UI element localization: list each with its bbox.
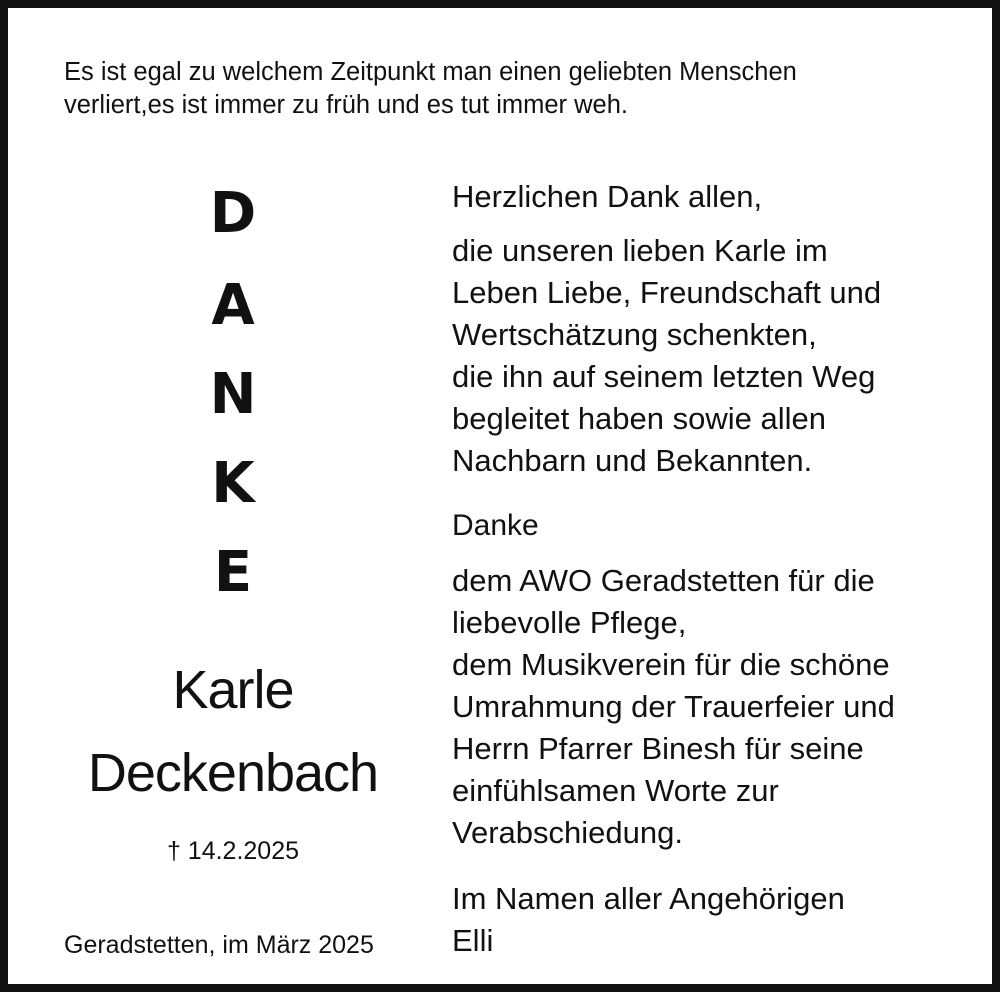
- thanks-intro-line: die unseren lieben Karle im: [452, 233, 828, 268]
- thanks-specific-heading: [452, 505, 972, 547]
- thanks-intro-heading: [452, 176, 972, 218]
- deceased-first-name: Karle: [172, 660, 294, 720]
- death-date: † 14.2.2025: [166, 837, 300, 865]
- thanks-intro-line: Wertschätzung schenkten,: [452, 317, 817, 352]
- motto-quote: [64, 56, 944, 122]
- danke-letter-n: N: [209, 362, 257, 427]
- thanks-specific-line: dem Musikverein für die schöne: [452, 647, 890, 682]
- thanks-specific-text: [452, 560, 972, 854]
- thanks-intro-line: die ihn auf seinem letzten Weg: [452, 359, 876, 394]
- signature-block: [452, 878, 972, 962]
- signature-line-name: Elli: [452, 923, 494, 958]
- thanks-intro-line: Nachbarn und Bekannten.: [452, 443, 813, 478]
- thanks-specific-line: Verabschiedung.: [452, 815, 683, 850]
- thanks-specific-line: liebevolle Pflege,: [452, 605, 687, 640]
- danke-letter-d: D: [209, 181, 257, 246]
- danke-letter-k: K: [211, 451, 255, 516]
- place-and-date: Geradstetten, im März 2025: [64, 931, 374, 959]
- thanks-specific-line: dem AWO Geradstetten für die: [452, 563, 875, 598]
- thanks-specific-line: Herrn Pfarrer Binesh für seine: [452, 731, 864, 766]
- thanks-specific-line: einfühlsamen Worte zur: [452, 773, 779, 808]
- signature-line-family: Im Namen aller Angehörigen: [452, 881, 845, 916]
- danke-letter-e: E: [213, 540, 253, 605]
- thanks-intro-line: Leben Liebe, Freundschaft und: [452, 275, 882, 310]
- danke-heading: Danke: [452, 509, 539, 542]
- motto-line-1: Es ist egal zu welchem Zeitpunkt man einen geliebten Menschen: [64, 58, 797, 86]
- danke-letter-a: A: [211, 273, 255, 338]
- thanks-heading: Herzlichen Dank allen,: [452, 179, 763, 214]
- deceased-last-name: Deckenbach: [87, 743, 379, 803]
- thanks-intro-line: begleitet haben sowie allen: [452, 401, 826, 436]
- thanks-specific-line: Umrahmung der Trauerfeier und: [452, 689, 895, 724]
- thanks-intro-text: [452, 230, 972, 482]
- motto-line-2: verliert,es ist immer zu früh und es tut immer weh.: [64, 91, 629, 119]
